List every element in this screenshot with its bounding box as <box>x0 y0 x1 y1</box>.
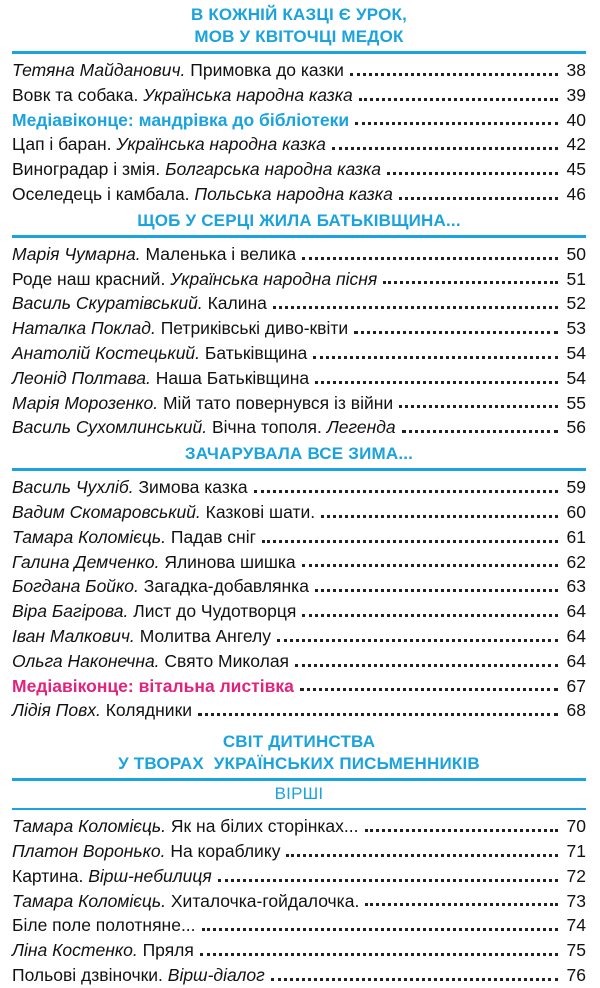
entry-text <box>12 550 296 575</box>
entry-page-number: 50 <box>566 243 586 264</box>
entry-author: Леонід Полтава. <box>12 367 151 388</box>
section-divider <box>12 51 586 54</box>
entry-text <box>12 839 280 864</box>
entry-list <box>12 814 586 988</box>
toc-entry <box>12 938 586 963</box>
entry-text <box>12 291 267 316</box>
entry-title: Роде наш красний. <box>12 268 166 289</box>
entry-page-number: 55 <box>566 392 586 413</box>
entry-page-number: 56 <box>566 417 586 438</box>
toc-entry <box>12 366 586 391</box>
toc-entry <box>12 267 586 292</box>
toc-entry <box>12 963 586 988</box>
entry-text <box>12 341 307 366</box>
entry-author: Галина Демченко. <box>12 551 160 572</box>
entry-title: Петриківські диво-квіти <box>160 318 349 339</box>
entry-author: Василь Чухліб. <box>12 477 134 498</box>
entry-author: Платон Воронько. <box>12 840 166 861</box>
section-heading: У ТВОРАХ УКРАЇНСЬКИХ ПИСЬМЕННИКІВ <box>118 754 480 774</box>
toc-entry <box>12 624 586 649</box>
entry-text <box>12 963 265 988</box>
entry-page-number: 54 <box>566 342 586 363</box>
entry-author: Тамара Коломієць. <box>12 890 166 911</box>
dot-leader <box>354 331 558 334</box>
entry-page-number: 63 <box>566 576 586 597</box>
entry-title: Маленька і велика <box>145 243 297 264</box>
entry-author: Марія Морозенко. <box>12 392 159 413</box>
dot-leader <box>218 879 558 882</box>
entry-text <box>12 58 344 83</box>
entry-author: Анатолій Костецький. <box>12 342 201 363</box>
toc-entry <box>12 525 586 550</box>
entry-text <box>12 182 393 207</box>
entry-genre-note: Легенда <box>326 417 396 438</box>
entry-title: Медіавіконце: вітальна листівка <box>12 675 294 696</box>
toc-entry <box>12 550 586 575</box>
entry-title: Зимова казка <box>138 477 248 498</box>
section-divider <box>12 235 586 238</box>
section-heading: ЗАЧАРУВАЛА ВСЕ ЗИМА... <box>184 444 414 464</box>
section-divider <box>12 468 586 471</box>
section-heading: СВІТ ДИТИНСТВА <box>222 732 376 752</box>
entry-title: Оселедець і камбала. <box>12 183 190 204</box>
toc-entry <box>12 108 586 133</box>
entry-page-number: 39 <box>566 84 586 105</box>
entry-text <box>12 391 393 416</box>
dot-leader <box>262 540 558 543</box>
entry-author: Василь Сухомлинський. <box>12 417 208 438</box>
dot-leader <box>365 903 558 906</box>
entry-title: Картина. <box>12 865 84 886</box>
entry-page-number: 42 <box>566 134 586 155</box>
toc-entry <box>12 475 586 500</box>
dot-leader <box>315 589 558 592</box>
section-childhood <box>12 731 586 988</box>
entry-title: Батьківщина <box>204 342 308 363</box>
entry-text <box>12 415 396 440</box>
dot-leader <box>273 306 558 309</box>
dot-leader <box>383 281 558 284</box>
toc-entry <box>12 157 586 182</box>
entry-text <box>12 674 294 699</box>
dot-leader <box>302 257 558 260</box>
entry-text <box>12 475 248 500</box>
entry-text <box>12 83 353 108</box>
entry-genre-note: Польська народна казка <box>194 183 393 204</box>
entry-page-number: 52 <box>566 293 586 314</box>
entry-page-number: 72 <box>566 865 586 886</box>
entry-list <box>12 242 586 440</box>
entry-title: Загадка-добавлянка <box>143 576 309 597</box>
entry-title: Польові дзвіночки. <box>12 964 163 985</box>
entry-text <box>12 649 289 674</box>
dot-leader <box>387 172 558 175</box>
entry-page-number: 45 <box>566 159 586 180</box>
entry-author: Тамара Коломієць. <box>12 526 166 547</box>
entry-text <box>12 599 296 624</box>
entry-text <box>12 108 349 133</box>
dot-leader <box>365 829 559 832</box>
toc-entry <box>12 649 586 674</box>
section-heading: ЩОБ У СЕРЦІ ЖИЛА БАТЬКІВЩИНА... <box>137 210 461 230</box>
entry-text <box>12 267 377 292</box>
dot-leader <box>300 688 558 691</box>
entry-text <box>12 938 194 963</box>
entry-text <box>12 316 348 341</box>
entry-page-number: 64 <box>566 601 586 622</box>
entry-text <box>12 913 196 938</box>
toc-entry <box>12 182 586 207</box>
entry-genre-note: Болгарська народна казка <box>165 159 381 180</box>
entry-author: Тетяна Майданович. <box>12 60 186 80</box>
entry-text <box>12 624 271 649</box>
dot-leader <box>402 430 558 433</box>
dot-leader <box>286 854 558 857</box>
section-divider <box>12 778 586 781</box>
entry-text <box>12 366 309 391</box>
entry-page-number: 54 <box>566 367 586 388</box>
entry-author: Наталка Поклад. <box>12 318 156 339</box>
entry-title: Вовк та собака. <box>12 84 139 105</box>
toc-entry <box>12 391 586 416</box>
dot-leader <box>198 713 558 716</box>
entry-genre-note: Українська народна казка <box>143 84 353 105</box>
entry-title: Лист до Чудотворця <box>133 601 297 622</box>
dot-leader <box>313 356 558 359</box>
dot-leader <box>315 381 558 384</box>
section-homeland <box>12 210 586 440</box>
entry-text <box>12 500 315 525</box>
dot-leader <box>399 197 558 200</box>
toc-entry <box>12 242 586 267</box>
entry-list <box>12 58 586 207</box>
entry-page-number: 76 <box>566 964 586 985</box>
entry-text <box>12 157 381 182</box>
entry-title: Ялинова шишка <box>164 551 296 572</box>
entry-author: Василь Скуратівський. <box>12 293 203 314</box>
toc-entry <box>12 913 586 938</box>
entry-title: Молитва Ангелу <box>139 625 271 646</box>
entry-title: Примовка до казки <box>190 60 344 80</box>
entry-genre-note: Вірш-небилиця <box>88 865 212 886</box>
entry-title: Колядники <box>105 700 193 721</box>
subsection-divider <box>12 808 586 810</box>
toc-entry <box>12 83 586 108</box>
toc-entry <box>12 674 586 699</box>
entry-page-number: 67 <box>566 675 586 696</box>
entry-title: Наша Батьківщина <box>155 367 310 388</box>
entry-author: Богдана Бойко. <box>12 576 139 597</box>
entry-page-number: 71 <box>566 840 586 861</box>
toc-entry <box>12 698 586 723</box>
entry-page-number: 75 <box>566 940 586 961</box>
entry-page-number: 59 <box>566 477 586 498</box>
entry-page-number: 73 <box>566 890 586 911</box>
entry-text <box>12 525 256 550</box>
toc-entry <box>12 132 586 157</box>
entry-author: Іван Малкович. <box>12 625 135 646</box>
toc-entry <box>12 889 586 914</box>
entry-title: Падав сніг <box>170 526 256 547</box>
toc-entry <box>12 574 586 599</box>
subsection-heading: ВІРШІ <box>274 784 324 804</box>
dot-leader <box>200 953 558 956</box>
entry-author: Ліна Костенко. <box>12 940 138 961</box>
entry-genre-note: Українська народна пісня <box>170 268 378 289</box>
entry-author: Тамара Коломієць. <box>12 816 166 837</box>
toc-entry <box>12 316 586 341</box>
section-heading: МОВ У КВІТОЧЦІ МЕДОК <box>194 27 404 46</box>
entry-title: На кораблику <box>170 840 281 861</box>
entry-page-number: 68 <box>566 700 586 721</box>
dot-leader <box>202 928 558 931</box>
toc-entry <box>12 864 586 889</box>
entry-title: Цап і баран. <box>12 134 112 155</box>
entry-title: Виноградар і змія. <box>12 159 161 180</box>
toc-entry <box>12 58 586 83</box>
section-fairy-tales <box>12 4 586 207</box>
dot-leader <box>254 490 558 493</box>
toc-entry <box>12 415 586 440</box>
entry-genre-note: Українська народна казка <box>116 134 326 155</box>
entry-text <box>12 864 212 889</box>
entry-text <box>12 574 309 599</box>
toc-entry <box>12 291 586 316</box>
entry-author: Марія Чумарна. <box>12 243 141 264</box>
toc-entry <box>12 814 586 839</box>
dot-leader <box>399 405 558 408</box>
entry-page-number: 74 <box>566 915 586 936</box>
dot-leader <box>295 664 558 667</box>
entry-author: Лідія Повх. <box>12 700 101 721</box>
entry-page-number: 38 <box>566 60 586 80</box>
dot-leader <box>332 147 558 150</box>
toc-entry <box>12 341 586 366</box>
entry-page-number: 61 <box>566 526 586 547</box>
entry-page-number: 51 <box>566 268 586 289</box>
dot-leader <box>277 639 558 642</box>
entry-title: Вічна тополя. <box>211 417 322 438</box>
entry-title: Медіавіконце: мандрівка до бібліотеки <box>12 109 350 130</box>
entry-genre-note: Вірш-діалог <box>167 964 265 985</box>
entry-title: Як на білих сторінках... <box>170 816 359 837</box>
dot-leader <box>321 515 558 518</box>
toc-entry <box>12 839 586 864</box>
entry-text <box>12 698 192 723</box>
entry-list <box>12 475 586 723</box>
dot-leader <box>271 978 558 981</box>
dot-leader <box>302 614 558 617</box>
dot-leader <box>355 122 558 125</box>
entry-page-number: 53 <box>566 318 586 339</box>
section-heading: В КОЖНІЙ КАЗЦІ Є УРОК, <box>190 5 408 24</box>
dot-leader <box>359 98 558 101</box>
entry-title: Калина <box>207 293 267 314</box>
entry-page-number: 46 <box>566 183 586 204</box>
entry-title: Мій тато повернувся із війни <box>162 392 394 413</box>
entry-text <box>12 242 296 267</box>
entry-author: Віра Багірова. <box>12 601 129 622</box>
entry-title: Біле поле полотняне... <box>12 915 196 936</box>
entry-title: Пряля <box>142 940 194 961</box>
entry-title: Казкові шати. <box>205 501 316 522</box>
toc-entry <box>12 599 586 624</box>
entry-page-number: 40 <box>566 109 586 130</box>
entry-author: Ольга Наконечна. <box>12 650 160 671</box>
entry-page-number: 70 <box>566 816 586 837</box>
dot-leader <box>302 564 558 567</box>
entry-author: Вадим Скомаровський. <box>12 501 201 522</box>
entry-title: Свято Миколая <box>164 650 290 671</box>
entry-page-number: 62 <box>566 551 586 572</box>
toc-entry <box>12 500 586 525</box>
entry-text <box>12 132 326 157</box>
entry-page-number: 64 <box>566 625 586 646</box>
entry-page-number: 64 <box>566 650 586 671</box>
entry-text <box>12 889 359 914</box>
dot-leader <box>350 73 558 76</box>
entry-text <box>12 814 359 839</box>
entry-page-number: 60 <box>566 501 586 522</box>
section-winter <box>12 443 586 723</box>
entry-title: Хиталочка-гойдалочка. <box>170 890 360 911</box>
